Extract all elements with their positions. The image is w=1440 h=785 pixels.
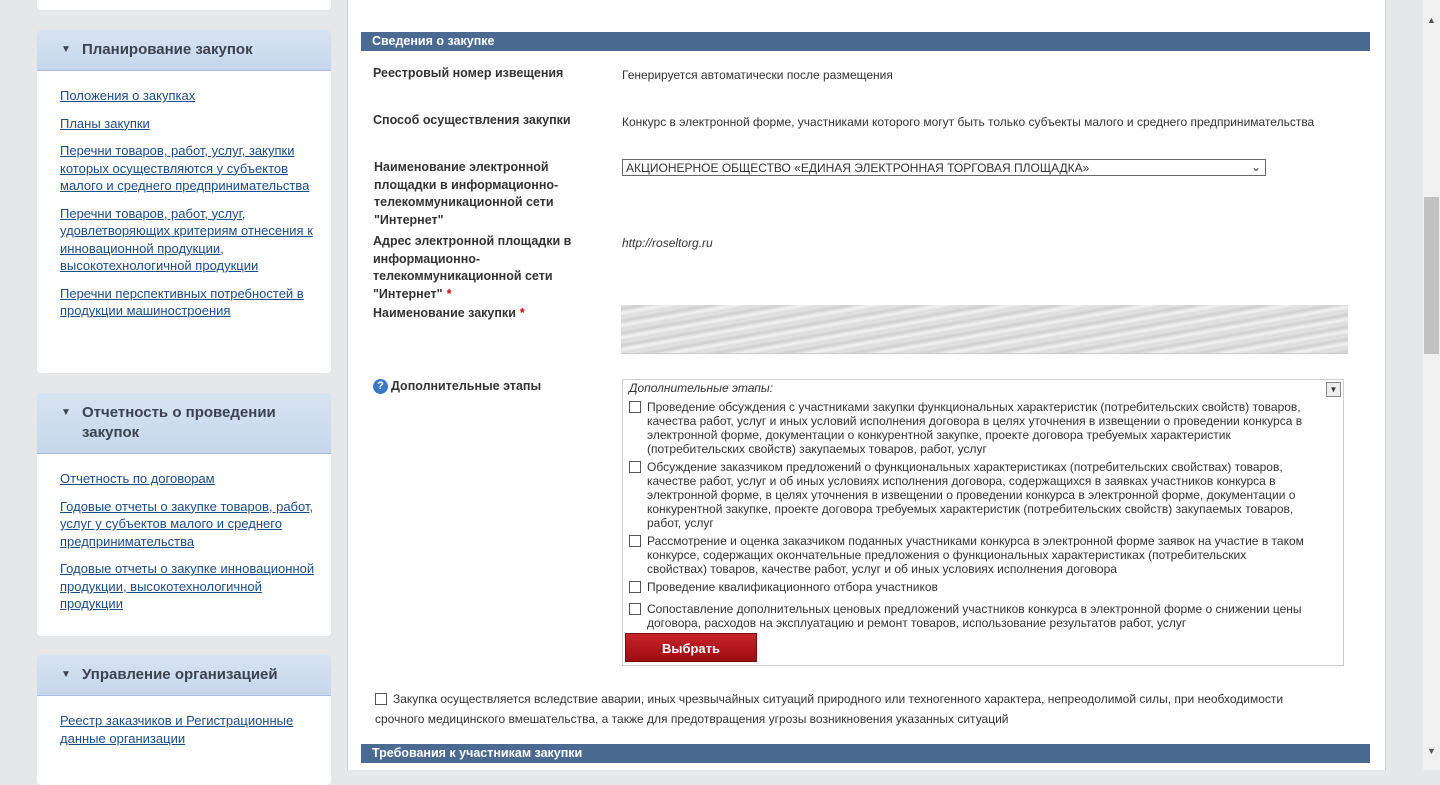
scroll-down-icon[interactable]: ▼ xyxy=(1427,746,1436,756)
reporting-panel xyxy=(37,393,331,636)
stage-checkbox[interactable] xyxy=(629,581,641,593)
stage-option xyxy=(629,460,1309,530)
platform-name-label: Наименование электронной площадки в информационно-телекоммуникационной сети "Интернет" xyxy=(374,160,559,227)
scroll-up-icon[interactable]: ▲ xyxy=(1427,15,1436,25)
page-scrollbar[interactable] xyxy=(1423,0,1440,770)
dropdown-arrow-icon[interactable]: ▼ xyxy=(1326,382,1341,397)
stage-option xyxy=(629,534,1309,576)
planning-panel-title: Планирование закупок xyxy=(82,41,253,58)
link-procurement-regulations[interactable]: Положения о закупках xyxy=(60,88,196,103)
chevron-down-icon: ⌄ xyxy=(1250,160,1261,174)
emergency-option xyxy=(375,689,1325,729)
platform-address-label-text: Адрес электронной площадки в информационно-телекоммуникационной сети "Интернет" xyxy=(373,234,572,301)
main-content xyxy=(347,0,1386,770)
stage-option xyxy=(629,602,1309,630)
org-panel-title: Управление организацией xyxy=(82,666,278,683)
platform-address-value: http://roseltorg.ru xyxy=(622,236,713,250)
select-button[interactable]: Выбрать xyxy=(625,633,757,662)
stage-checkbox[interactable] xyxy=(629,603,641,615)
procurement-method-value: Конкурс в электронной форме, участниками которого могут быть только субъекты малого и среднего предпринимательства xyxy=(622,115,1315,129)
reporting-panel-title: Отчетность о проведении закупок xyxy=(82,404,276,441)
link-contract-reports[interactable]: Отчетность по договорам xyxy=(60,471,215,486)
registry-number-value: Генерируется автоматически после размещения xyxy=(622,68,893,82)
collapse-arrow-icon: ▼ xyxy=(61,44,71,55)
link-customer-registry[interactable]: Реестр заказчиков и Регистрационные данные организации xyxy=(60,713,294,746)
platform-address-label xyxy=(373,233,573,303)
required-mark: * xyxy=(519,306,525,320)
sidebar-top-panel xyxy=(37,0,331,10)
collapse-arrow-icon: ▼ xyxy=(61,669,71,680)
link-sme-goods-lists[interactable]: Перечни товаров, работ, услуг, закупки которых осуществляются у субъектов малого и среднего предпринимательства xyxy=(60,143,310,193)
stage-option xyxy=(629,400,1309,456)
procurement-info-header: Сведения о закупке xyxy=(361,32,1370,51)
stage-checkbox[interactable] xyxy=(629,461,641,473)
stage-option xyxy=(629,580,1309,594)
link-sme-annual-reports[interactable]: Годовые отчеты о закупке товаров, работ, услуг у субъектов малого и среднего предпринимательства xyxy=(60,498,314,549)
org-panel xyxy=(37,655,331,785)
additional-stages-title: Дополнительные этапы: xyxy=(629,381,774,395)
link-innovative-annual-reports[interactable]: Годовые отчеты о закупке инновационной продукции, высокотехнологичной продукции xyxy=(60,561,315,611)
procurement-name-field[interactable] xyxy=(621,305,1348,354)
stage-option-label: Рассмотрение и оценка заказчиком поданных участниками конкурса в электронной форме заявок на участие в таком конкурсе, содержащих окончательные предложения о функциональных характеристиках (потребительских свойствах) товаров, качестве работ, услуг и об иных условиях исполнения договора xyxy=(647,534,1304,576)
procurement-name-label-text: Наименование закупки xyxy=(373,306,516,320)
reporting-panel-header[interactable] xyxy=(37,393,331,454)
help-icon[interactable]: ? xyxy=(373,379,388,394)
org-panel-header[interactable] xyxy=(37,655,331,696)
stage-option-label: Обсуждение заказчиком предложений о функциональных характеристиках (потребительских свойствах) товаров, качестве работ, услуг и об иных условиях исполнения договора, содержащихся в заявках участников конкурса в электронной форме, в целях уточнения в извещении о проведении конкурса в электронной форме, документации о конкурентной закупке, проекте договора требуемых характеристик (потребительских свойств) закупаемых товаров, работ, услуг xyxy=(647,460,1296,530)
additional-stages-label: Дополнительные этапы xyxy=(391,379,542,393)
emergency-label: Закупка осуществляется вследствие аварии, иных чрезвычайных ситуаций природного или техногенного характера, непреодолимой силы, при необходимости срочного медицинского вмешательства, а также для предотвращения угрозы возникновения указанных ситуаций xyxy=(375,692,1284,726)
link-innovative-goods-lists[interactable]: Перечни товаров, работ, услуг, удовлетворяющих критериям отнесения к инновационной продукции, высокотехнологичной продукции xyxy=(60,205,313,273)
required-mark: * xyxy=(446,286,452,301)
procurement-method-label: Способ осуществления закупки xyxy=(373,113,571,127)
link-procurement-plans[interactable]: Планы закупки xyxy=(60,115,150,131)
planning-panel-header[interactable] xyxy=(37,30,331,71)
stage-option-label: Проведение квалификационного отбора участников xyxy=(647,580,938,594)
platform-select[interactable] xyxy=(622,159,1266,176)
requirements-header: Требования к участникам закупки xyxy=(361,744,1370,763)
registry-number-label: Реестровый номер извещения xyxy=(373,66,564,80)
collapse-arrow-icon: ▼ xyxy=(61,407,71,418)
scrollbar-thumb[interactable] xyxy=(1424,197,1439,354)
additional-stages-box xyxy=(622,379,1344,666)
planning-panel xyxy=(37,30,331,373)
procurement-name-label xyxy=(373,305,525,323)
stage-option-label: Сопоставление дополнительных ценовых предложений участников конкурса в электронной форме о снижении цены договора, расходов на эксплуатацию и ремонт товаров, использование результатов работ, услуг xyxy=(647,602,1302,630)
platform-select-value: АКЦИОНЕРНОЕ ОБЩЕСТВО «ЕДИНАЯ ЭЛЕКТРОННАЯ ТОРГОВАЯ ПЛОЩАДКА» xyxy=(626,161,1090,175)
link-machinery-needs-lists[interactable]: Перечни перспективных потребностей в продукции машиностроения xyxy=(60,285,304,318)
emergency-checkbox[interactable] xyxy=(375,693,387,705)
stage-checkbox[interactable] xyxy=(629,535,641,547)
stage-checkbox[interactable] xyxy=(629,401,641,413)
stage-option-label: Проведение обсуждения с участниками закупки функциональных характеристик (потребительских свойств) товаров, качества работ, услуг и иных условий исполнения договора в целях уточнения в извещении о проведении конкурса в электронной форме, документации о конкурентной закупке, проекте договора требуемых характеристик (потребительских свойств) закупаемых товаров, работ, услуг xyxy=(647,400,1303,456)
